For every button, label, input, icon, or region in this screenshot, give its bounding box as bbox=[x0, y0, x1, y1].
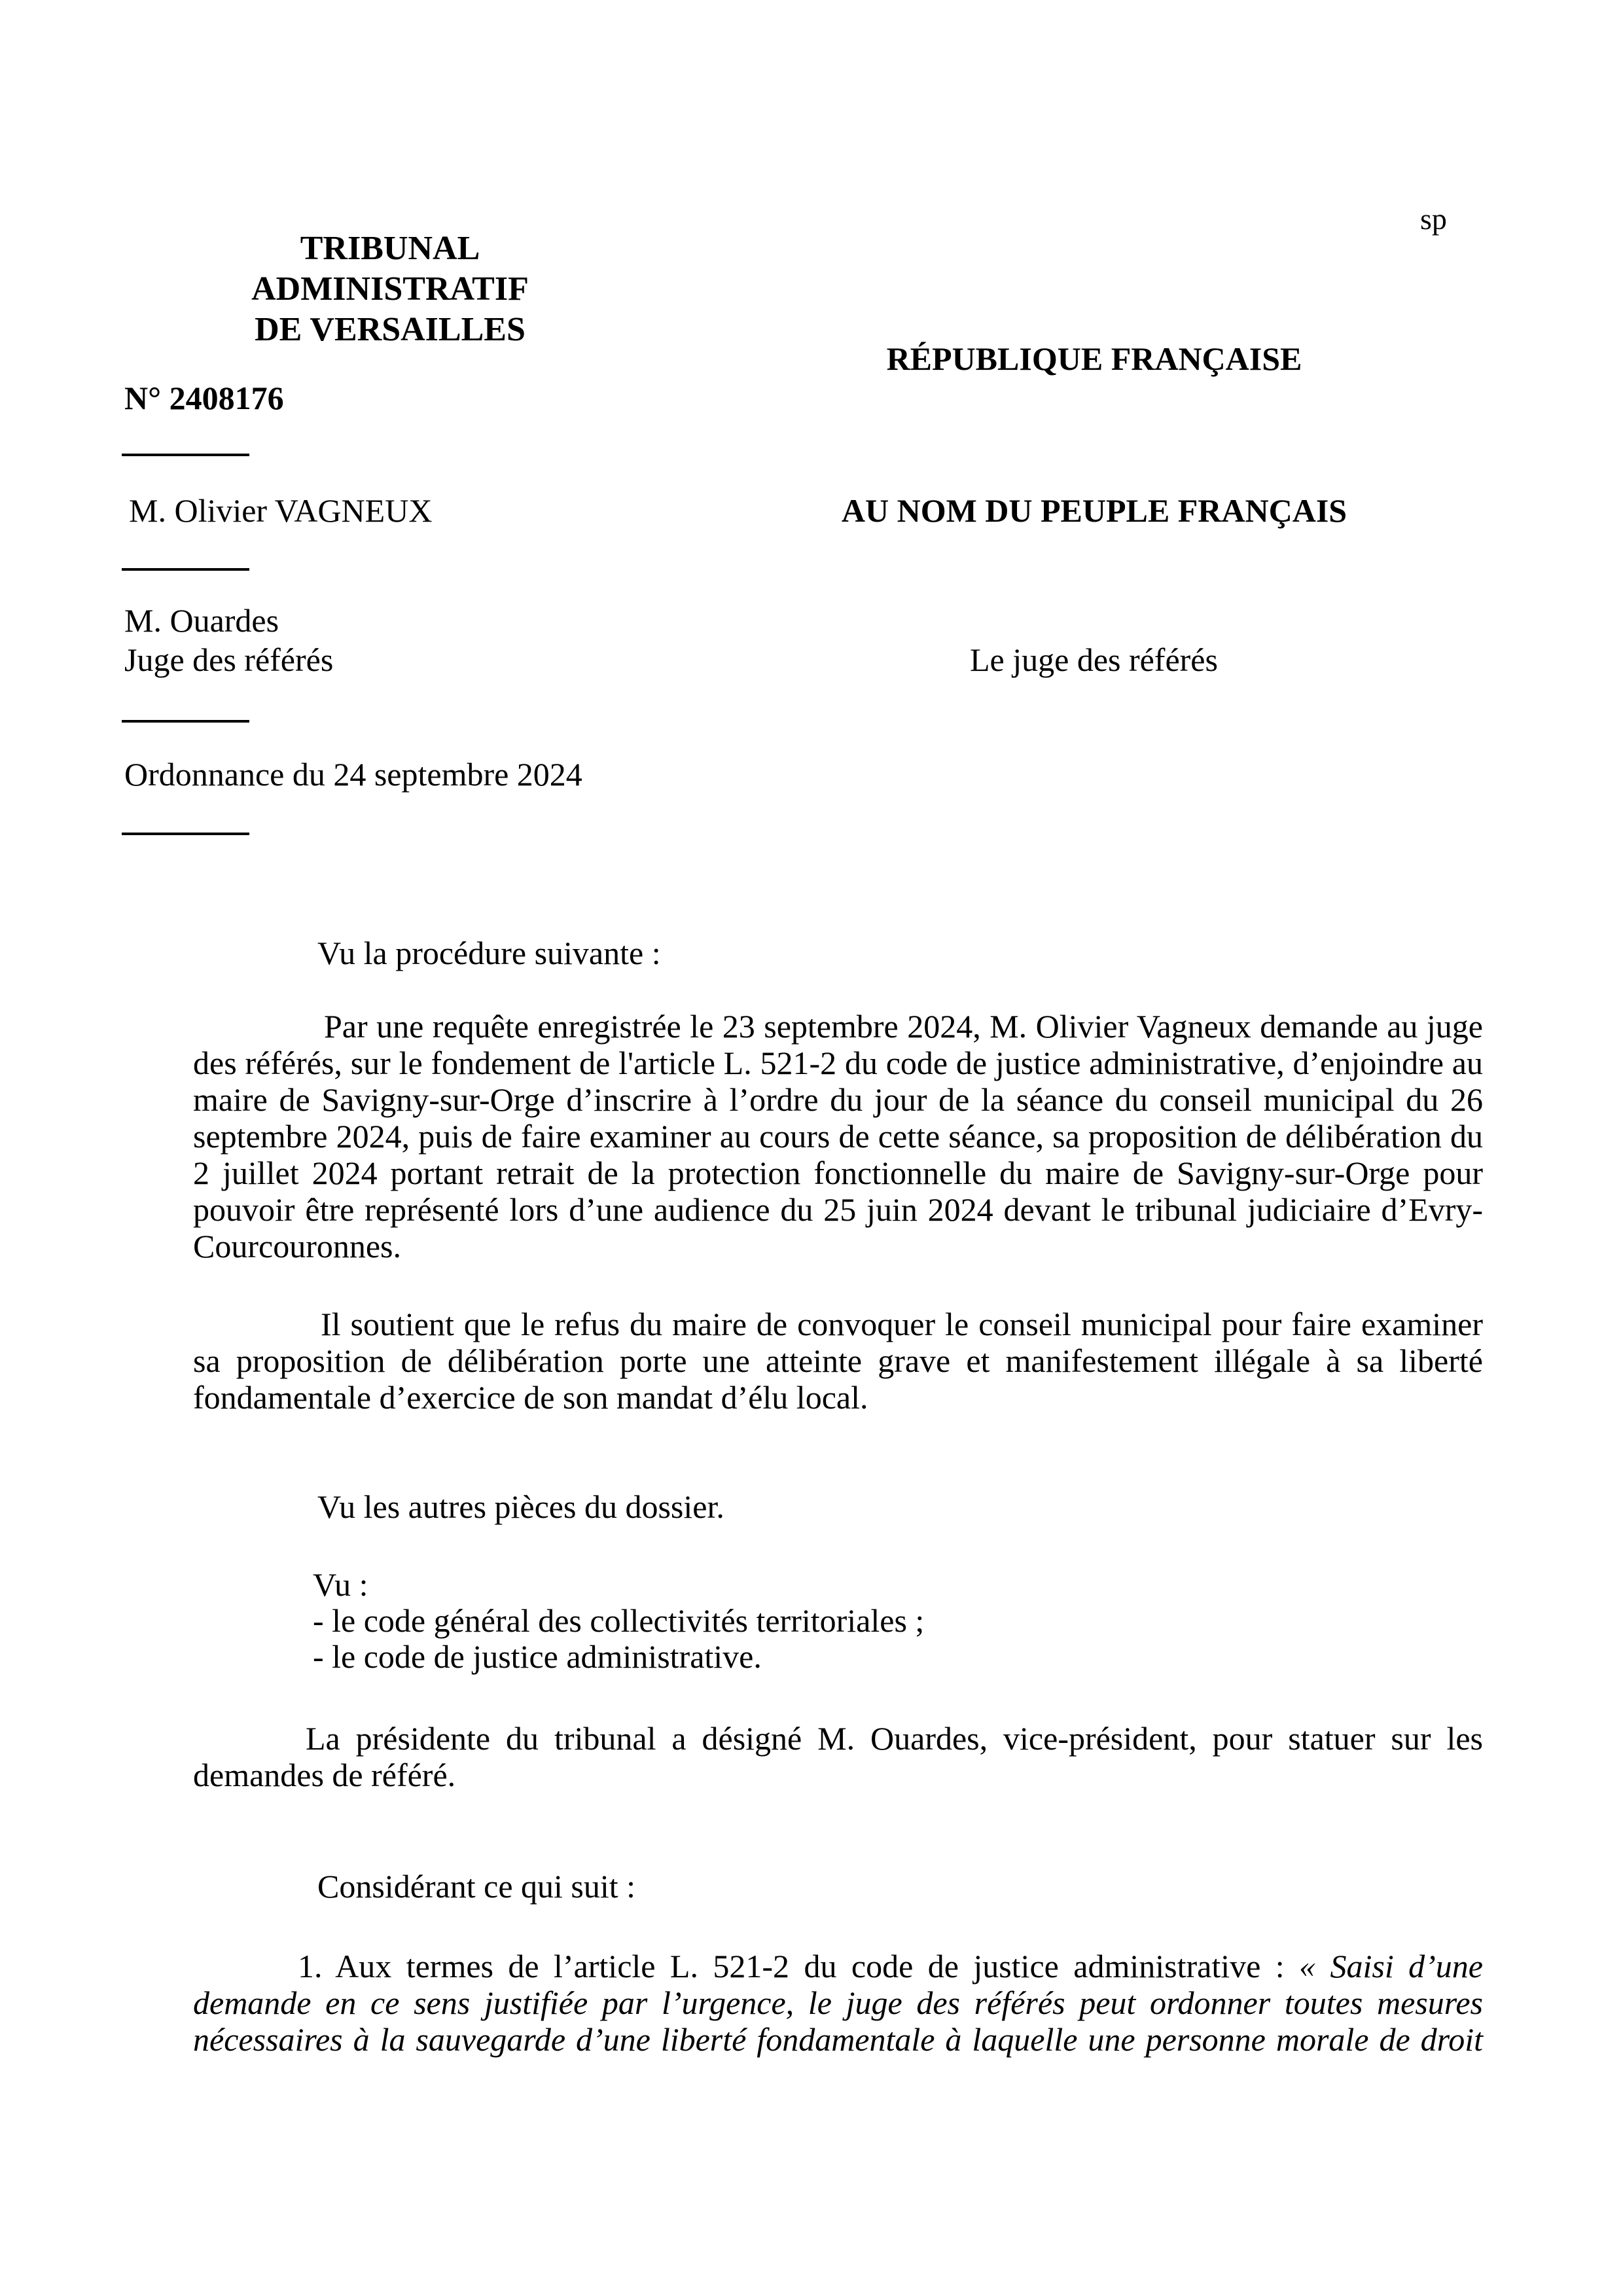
separator-line-4 bbox=[122, 833, 249, 835]
court-name-line2: DE VERSAILLES bbox=[255, 311, 526, 348]
separator-line-1 bbox=[122, 454, 249, 456]
vu-item-cja: - le code de justice administrative. bbox=[313, 1638, 762, 1675]
designation-paragraph: La présidente du tribunal a désigné M. Ouardes, vice-président, pour statuer sur les demandes de référé. bbox=[193, 1720, 1483, 1793]
argument-paragraph: Il soutient que le refus du maire de convoquer le conseil municipal pour faire examiner sa proposition de délibération porte une atteinte grave et manifestement illégale à sa liberté fondamentale d’exercice de son mandat d’élu local. bbox=[193, 1306, 1483, 1416]
vu-block bbox=[193, 1567, 1483, 1675]
republic-title: RÉPUBLIQUE FRANÇAISE bbox=[886, 340, 1302, 377]
court-name-line1: TRIBUNAL ADMINISTRATIF bbox=[251, 230, 529, 308]
article-quote-italic: « Saisi d’une demande en ce sens justifiée par l’urgence, le juge des référés peut ordonner toutes mesures nécessaires à la sauvegarde d’une liberté fondamentale à laquelle une personne morale de droit bbox=[193, 1948, 1483, 2058]
page-marker: sp bbox=[1420, 202, 1447, 236]
other-pieces-line: Vu les autres pièces du dossier. bbox=[317, 1488, 724, 1525]
request-paragraph: Par une requête enregistrée le 23 septembre 2024, M. Olivier Vagneux demande au juge des référés, sur le fondement de l'article L. 521-2 du code de justice administrative, d’enjoindre au maire de Savigny-sur-Orge d’inscrire à l’ordre du jour de la séance du conseil municipal du 26 septembre 2024, puis de faire examiner au cours de cette séance, sa proposition de délibération du 2 juillet 2024 portant retrait de la protection fonctionnelle du maire de Savigny-sur-Orge pour pouvoir être représenté lors d’une audience du 25 juin 2024 devant le tribunal judiciaire d’Evry-Courcouronnes. bbox=[193, 1008, 1483, 1265]
procedure-heading: Vu la procédure suivante : bbox=[317, 935, 661, 971]
article-intro: 1. Aux termes de l’article L. 521-2 du code de justice administrative : bbox=[298, 1948, 1300, 1984]
separator-line-2 bbox=[122, 568, 249, 571]
decision-author: Le juge des référés bbox=[970, 641, 1218, 678]
court-name-block bbox=[164, 228, 616, 350]
vu-item-cgct: - le code général des collectivités territoriales ; bbox=[313, 1602, 925, 1639]
people-title: AU NOM DU PEUPLE FRANÇAIS bbox=[841, 492, 1347, 529]
case-number: N° 2408176 bbox=[124, 380, 284, 416]
applicant-name: M. Olivier VAGNEUX bbox=[129, 492, 433, 529]
considering-heading: Considérant ce qui suit : bbox=[317, 1868, 636, 1905]
order-date: Ordonnance du 24 septembre 2024 bbox=[124, 756, 582, 793]
judge-role: Juge des référés bbox=[124, 641, 334, 678]
article-quote-paragraph bbox=[193, 1948, 1483, 2058]
judge-name: M. Ouardes bbox=[124, 602, 279, 639]
vu-heading: Vu : bbox=[313, 1566, 368, 1603]
separator-line-3 bbox=[122, 720, 249, 723]
